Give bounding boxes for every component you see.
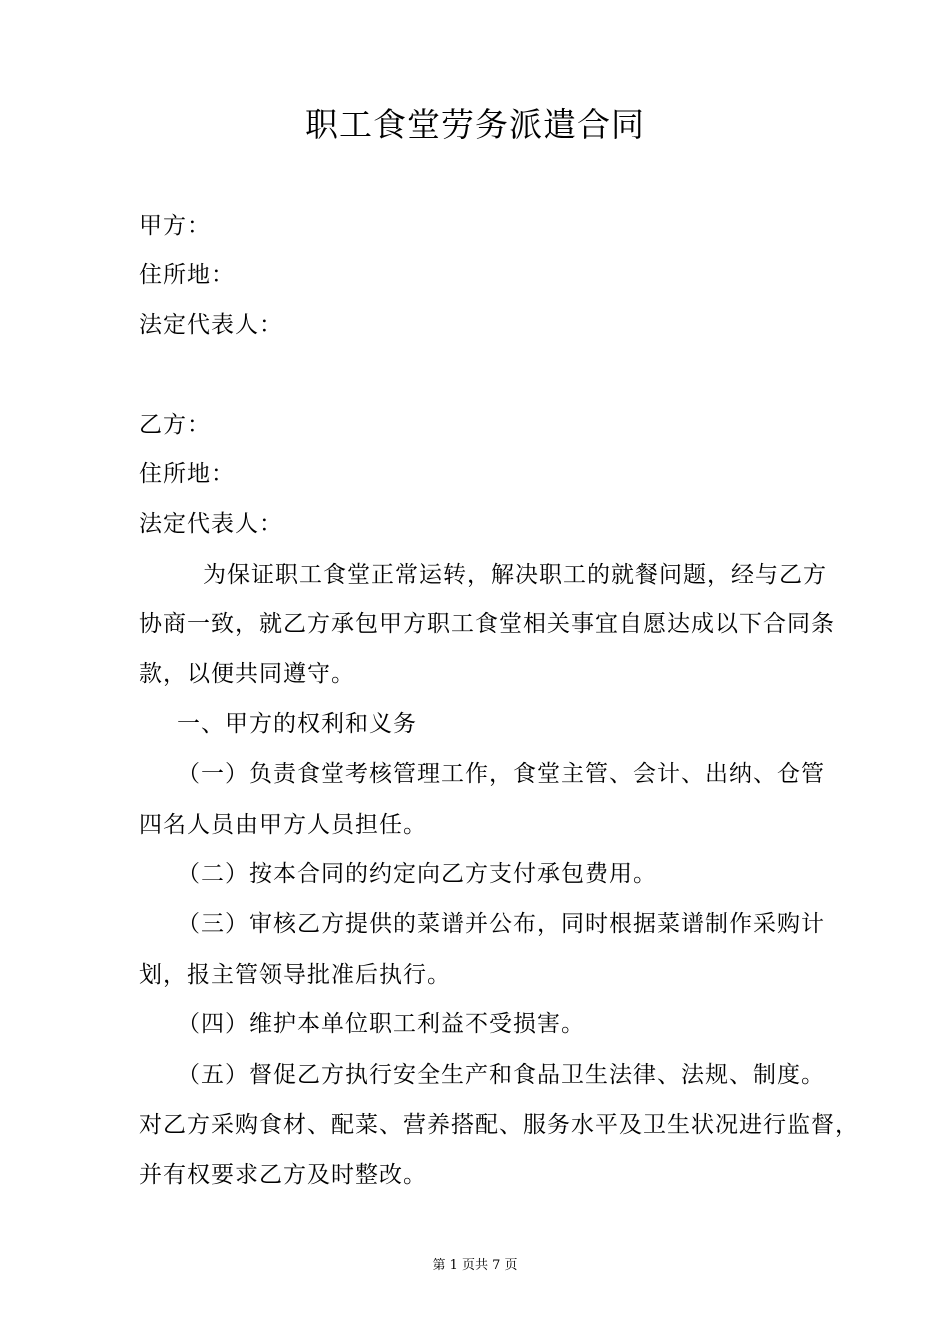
party-a-representative: 法定代表人： <box>139 312 283 338</box>
party-b-label: 乙方： <box>139 412 211 438</box>
clause-line: 划，报主管领导批准后执行。 <box>139 962 451 988</box>
preamble-line: 款，以便共同遵守。 <box>139 661 355 687</box>
document-title: 职工食堂劳务派遣合同 <box>305 105 645 144</box>
clause-line: （四）维护本单位职工利益不受损害。 <box>177 1011 585 1037</box>
clause-line: （二）按本合同的约定向乙方支付承包费用。 <box>177 861 657 887</box>
clause-line: （三）审核乙方提供的菜谱并公布，同时根据菜谱制作采购计 <box>177 911 825 937</box>
clause-line: 并有权要求乙方及时整改。 <box>139 1162 427 1188</box>
party-b-representative: 法定代表人： <box>139 511 283 537</box>
preamble-line: 为保证职工食堂正常运转，解决职工的就餐问题，经与乙方 <box>203 562 827 588</box>
clause-line: （五）督促乙方执行安全生产和食品卫生法律、法规、制度。 <box>177 1062 825 1088</box>
clause-line: （一）负责食堂考核管理工作，食堂主管、会计、出纳、仓管 <box>177 761 825 787</box>
clause-line: 对乙方采购食材、配菜、营养搭配、服务水平及卫生状况进行监督， <box>139 1112 859 1138</box>
clause-line: 四名人员由甲方人员担任。 <box>139 812 427 838</box>
party-a-address: 住所地： <box>139 262 235 288</box>
party-b-address: 住所地： <box>139 461 235 487</box>
section-heading: 一、甲方的权利和义务 <box>177 711 417 737</box>
preamble-line: 协商一致，就乙方承包甲方职工食堂相关事宜自愿达成以下合同条 <box>139 611 835 637</box>
party-a-label: 甲方： <box>139 213 211 239</box>
page-footer: 第 1 页共 7 页 <box>432 1258 518 1273</box>
